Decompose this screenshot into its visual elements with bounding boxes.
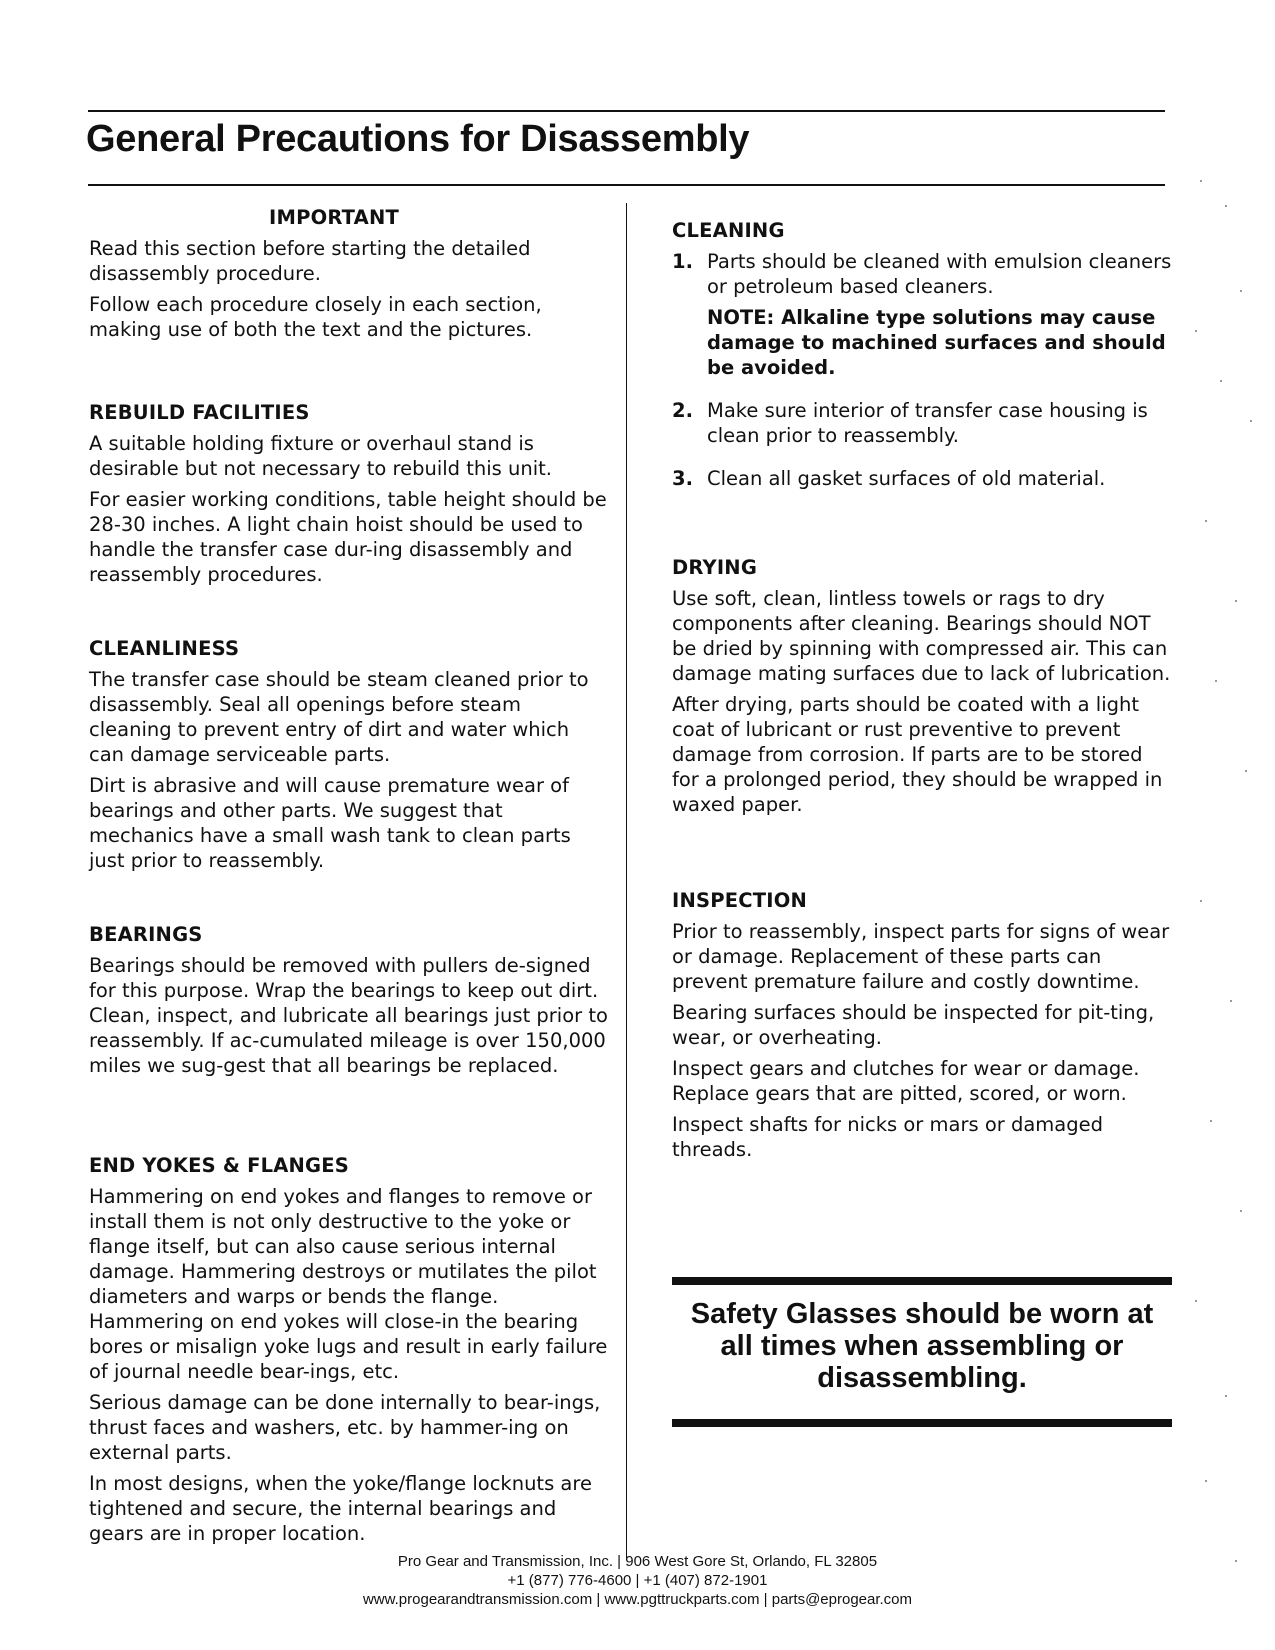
bearings-paragraph: Bearings should be removed with pullers de-signed for this purpose. Wrap the bearings to keep out dirt. Clean, inspect, and lubricate all bearings just prior to reassembly. If ac-cumulated mileage is over 150,000 miles we sug-gest that all bearings be replaced. <box>89 954 608 1077</box>
column-divider <box>626 203 627 1558</box>
bearings-heading: BEARINGS <box>89 923 203 946</box>
item-text: Clean all gasket surfaces of old material. <box>707 467 1106 490</box>
inspection-heading: INSPECTION <box>672 889 807 912</box>
end-yokes-paragraph: Hammering on end yokes and flanges to remove or install them is not only destructive to the yoke or flange itself, but can also cause serious internal damage. Hammering destroys or mutilates the pilot diameters and warps or bends the flange. Hammering on end yokes will close-in the bearing bores or misalign yoke lugs and result in early failure of journal needle bear-ings, etc. <box>89 1185 608 1383</box>
bearings-section <box>89 922 609 1084</box>
safety-notice: Safety Glasses should be worn at all times when assembling or disassembling. <box>690 1298 1154 1394</box>
page-title: General Precautions for Disassembly <box>86 118 750 160</box>
end-yokes-heading: END YOKES & FLANGES <box>89 1154 350 1177</box>
cleanliness-paragraph: The transfer case should be steam cleaned prior to disassembly. Seal all openings before steam cleaning to prevent entry of dirt and water which can damage serviceable parts. <box>89 668 589 766</box>
cleaning-item <box>672 398 1172 448</box>
cleanliness-section <box>89 636 609 879</box>
cleaning-item <box>672 249 1172 380</box>
cleanliness-heading: CLEANLINESS <box>89 637 240 660</box>
inspection-paragraph: Inspect shafts for nicks or mars or damaged threads. <box>672 1113 1103 1161</box>
title-rule <box>88 184 1165 186</box>
drying-paragraph: Use soft, clean, lintless towels or rags to dry components after cleaning. Bearings should NOT be dried by spinning with compressed air. This can damage mating surfaces due to lack of lubrication. <box>672 587 1171 685</box>
cleanliness-paragraph: Dirt is abrasive and will cause premature wear of bearings and other parts. We suggest that mechanics have a small wash tank to clean parts just prior to reassembly. <box>89 774 571 872</box>
drying-paragraph: After drying, parts should be coated with a light coat of lubricant or rust preventive to prevent damage from corrosion. If parts are to be stored for a prolonged period, they should be wrapped in waxed paper. <box>672 693 1163 816</box>
drying-heading: DRYING <box>672 556 758 579</box>
safety-bar-top <box>672 1277 1172 1285</box>
important-paragraph: Read this section before starting the detailed disassembly procedure. <box>89 237 531 285</box>
end-yokes-paragraph: Serious damage can be done internally to bear-ings, thrust faces and washers, etc. by hammer-ing on external parts. <box>89 1391 601 1464</box>
inspection-paragraph: Bearing surfaces should be inspected for pit-ting, wear, or overheating. <box>672 1001 1155 1049</box>
footer-phone: +1 (877) 776-4600 | +1 (407) 872-1901 <box>507 1572 768 1589</box>
item-number: 1. <box>672 250 693 273</box>
rebuild-facilities-paragraph: For easier working conditions, table height should be 28-30 inches. A light chain hoist should be used to handle the transfer case dur-ing disassembly and reassembly procedures. <box>89 488 607 586</box>
important-paragraph: Follow each procedure closely in each section, making use of both the text and the pictures. <box>89 293 542 341</box>
important-section <box>89 205 609 348</box>
inspection-paragraph: Inspect gears and clutches for wear or damage. Replace gears that are pitted, scored, or worn. <box>672 1057 1140 1105</box>
footer-company-address: Pro Gear and Transmission, Inc. | 906 West Gore St, Orlando, FL 32805 <box>397 1553 878 1570</box>
footer-web-email: www.progearandtransmission.com | www.pgttruckparts.com | parts@eprogear.com <box>362 1591 913 1608</box>
rebuild-facilities-heading: REBUILD FACILITIES <box>89 401 310 424</box>
cleaning-section <box>672 218 1172 497</box>
top-rule <box>88 110 1165 112</box>
end-yokes-paragraph: In most designs, when the yoke/flange locknuts are tightened and secure, the internal bearings and gears are in proper location. <box>89 1472 592 1545</box>
cleaning-item <box>672 466 1172 491</box>
item-text: Make sure interior of transfer case housing is clean prior to reassembly. <box>707 399 1148 447</box>
drying-section <box>672 555 1172 823</box>
rebuild-facilities-paragraph: A suitable holding fixture or overhaul stand is desirable but not necessary to rebuild this unit. <box>89 432 552 480</box>
end-yokes-section <box>89 1153 609 1552</box>
inspection-section <box>672 888 1172 1168</box>
item-text: Parts should be cleaned with emulsion cleaners or petroleum based cleaners. <box>707 250 1172 298</box>
item-number: 3. <box>672 467 693 490</box>
important-heading: IMPORTANT <box>269 206 399 229</box>
scan-noise <box>1180 0 1275 1650</box>
cleaning-note: NOTE: Alkaline type solutions may cause damage to machined surfaces and should be avoided. <box>707 306 1166 379</box>
safety-bar-bottom <box>672 1419 1172 1427</box>
item-number: 2. <box>672 399 693 422</box>
rebuild-facilities-section <box>89 400 609 593</box>
inspection-paragraph: Prior to reassembly, inspect parts for signs of wear or damage. Replacement of these parts can prevent premature failure and costly downtime. <box>672 920 1170 993</box>
cleaning-heading: CLEANING <box>672 219 785 242</box>
